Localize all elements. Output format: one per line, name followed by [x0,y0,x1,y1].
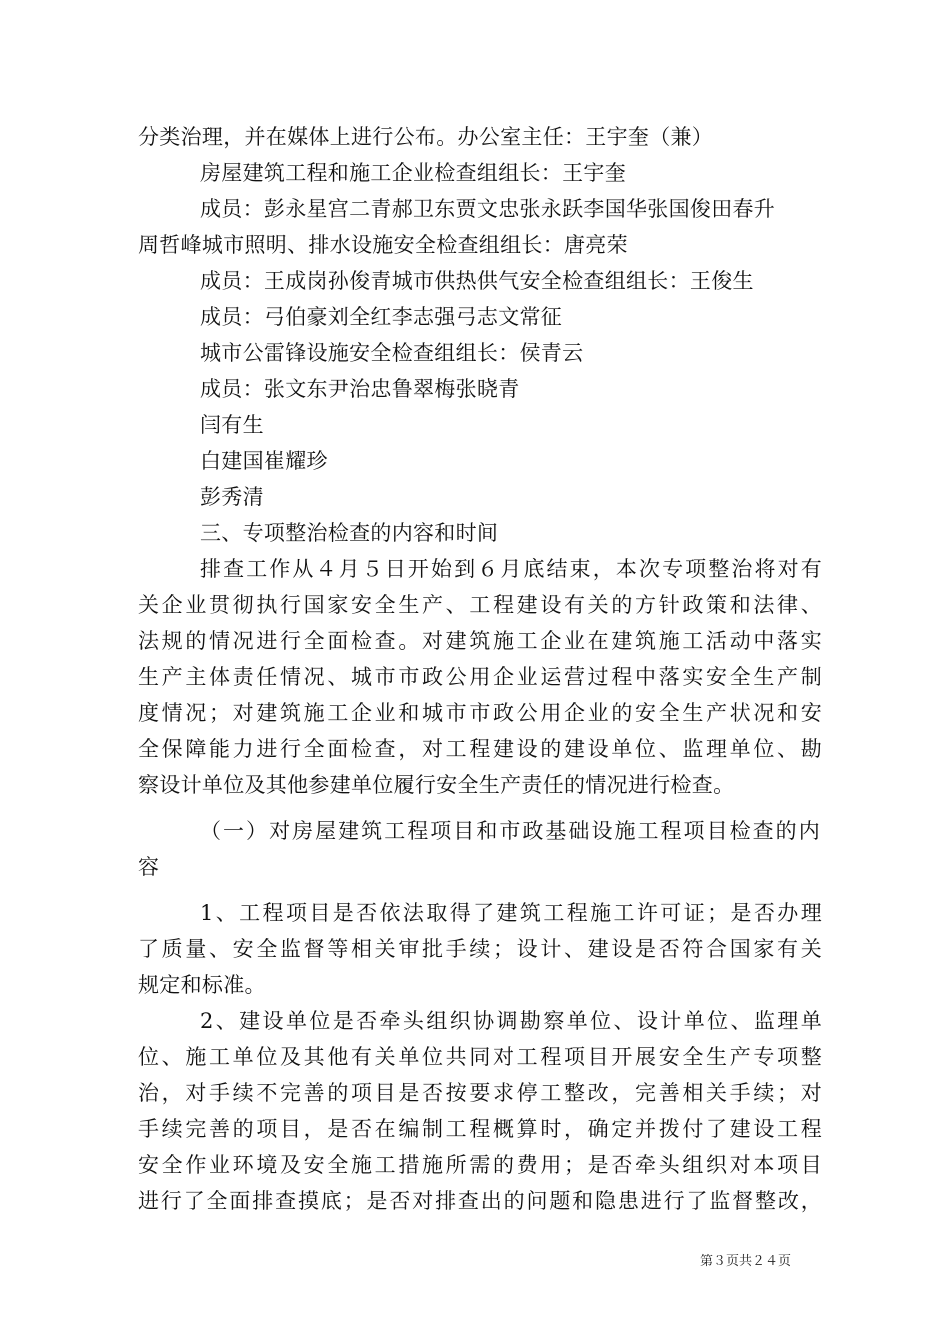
text-line-10: 白建国崔耀珍 [200,449,328,473]
text-line-1: 分类治理，并在媒体上进行公布。办公室主任：王宇奎（兼） [138,125,714,149]
page-number-footer: 第３页共２４页 [700,1254,792,1269]
text-line-14: 关企业贯彻执行国家安全生产、工程建设有关的方针政策和法律、 [138,593,822,617]
text-line-24: 规定和标准。 [138,973,266,997]
text-line-21: 容 [138,855,160,879]
text-line-3: 成员：彭永星宫二青郝卫东贾文忠张永跃李国华张国俊田春升 [200,197,776,221]
text-line-26: 位、施工单位及其他有关单位共同对工程项目开展安全生产专项整 [138,1045,822,1069]
text-line-2: 房屋建筑工程和施工企业检查组组长：王宇奎 [200,161,626,185]
text-line-19: 察设计单位及其他参建单位履行安全生产责任的情况进行检查。 [138,773,735,797]
text-line-28: 手续完善的项目，是否在编制工程概算时，确定并拨付了建设工程 [138,1117,822,1141]
text-line-5: 成员：王成岗孙俊青城市供热供气安全检查组组长：王俊生 [200,269,754,293]
text-line-7: 城市公雷锋设施安全检查组组长：侯青云 [200,341,584,365]
text-line-23: 了质量、安全监督等相关审批手续；设计、建设是否符合国家有关 [138,937,822,961]
text-line-9: 闫有生 [200,413,264,437]
text-line-29: 安全作业环境及安全施工措施所需的费用；是否牵头组织对本项目 [138,1153,822,1177]
text-line-18: 全保障能力进行全面检查，对工程建设的建设单位、监理单位、勘 [138,737,822,761]
text-line-25: 2、建设单位是否牵头组织协调勘察单位、设计单位、监理单 [200,1009,822,1033]
text-line-11: 彭秀清 [200,485,264,509]
subsection-heading: （一）对房屋建筑工程项目和市政基础设施工程项目检查的内 [200,819,820,843]
text-line-4: 周哲峰城市照明、排水设施安全检查组组长：唐亮荣 [138,233,628,257]
text-line-27: 治，对手续不完善的项目是否按要求停工整改，完善相关手续；对 [138,1081,822,1105]
text-line-22: 1、工程项目是否依法取得了建筑工程施工许可证；是否办理 [200,901,822,925]
text-line-17: 度情况；对建筑施工企业和城市市政公用企业的安全生产状况和安 [138,701,822,725]
text-line-8: 成员：张文东尹治忠鲁翠梅张晓青 [200,377,520,401]
text-line-13: 排查工作从４月５日开始到６月底结束，本次专项整治将对有 [200,557,822,581]
text-line-15: 法规的情况进行全面检查。对建筑施工企业在建筑施工活动中落实 [138,629,822,653]
text-line-30: 进行了全面排查摸底；是否对排查出的问题和隐患进行了监督整改， [138,1189,822,1213]
text-line-6: 成员：弓伯豪刘全红李志强弓志文常征 [200,305,563,329]
text-line-16: 生产主体责任情况、城市市政公用企业运营过程中落实安全生产制 [138,665,822,689]
section-heading: 三、专项整治检查的内容和时间 [200,521,499,545]
